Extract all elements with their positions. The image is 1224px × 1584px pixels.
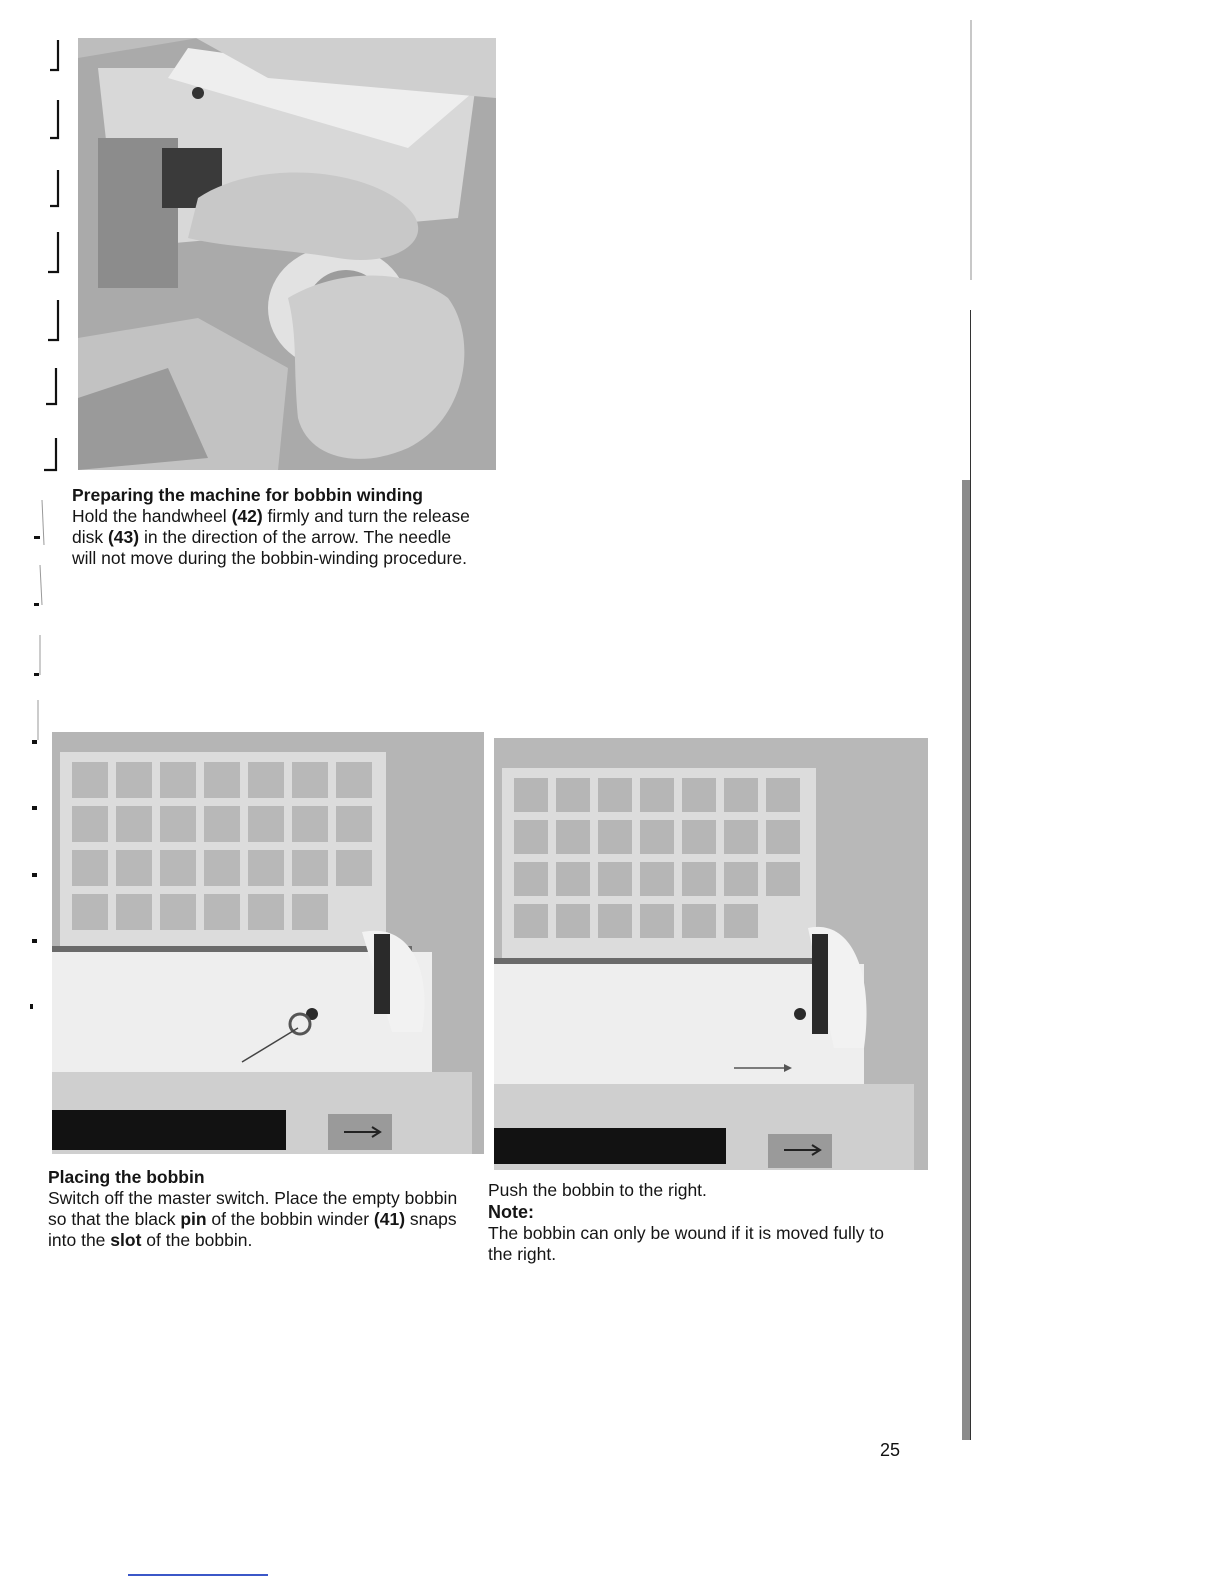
preparing-section bbox=[72, 484, 472, 569]
part-number-43: (43) bbox=[107, 527, 140, 547]
placing-bobbin-photo bbox=[52, 732, 484, 1154]
push-section bbox=[488, 1180, 908, 1265]
push-bobbin-photo bbox=[494, 738, 928, 1170]
binding-spine bbox=[960, 0, 990, 1500]
text-run: snaps into the bbox=[48, 1209, 457, 1250]
placing-section bbox=[48, 1166, 468, 1251]
preparing-title: Preparing the machine for bobbin winding bbox=[72, 485, 423, 505]
push-text: Push the bobbin to the right. bbox=[488, 1180, 707, 1200]
placing-body bbox=[48, 1188, 468, 1251]
preparing-body bbox=[72, 506, 472, 569]
page-number: 25 bbox=[880, 1440, 901, 1460]
text-run: firmly and turn the release disk bbox=[72, 506, 470, 547]
slot-term: slot bbox=[110, 1230, 142, 1250]
placing-title: Placing the bobbin bbox=[48, 1167, 205, 1187]
pin-term: pin bbox=[180, 1209, 207, 1229]
footer-line bbox=[128, 1574, 268, 1576]
part-number-41: (41) bbox=[373, 1209, 406, 1229]
part-number-42: (42) bbox=[231, 506, 263, 526]
handwheel-photo bbox=[78, 38, 496, 470]
text-run: Switch off the master switch. Place the empty bobbin so that the black bbox=[48, 1188, 458, 1229]
text-run: of the bobbin winder bbox=[206, 1209, 374, 1229]
note-label: Note: bbox=[488, 1202, 534, 1222]
text-run: of the bobbin. bbox=[141, 1230, 253, 1250]
text-run: in the direction of the arrow. The needle will not move during the bobbin-winding procedure. bbox=[72, 527, 467, 568]
text-run: Hold the handwheel bbox=[72, 506, 232, 526]
note-text: The bobbin can only be wound if it is moved fully to the right. bbox=[488, 1223, 884, 1264]
